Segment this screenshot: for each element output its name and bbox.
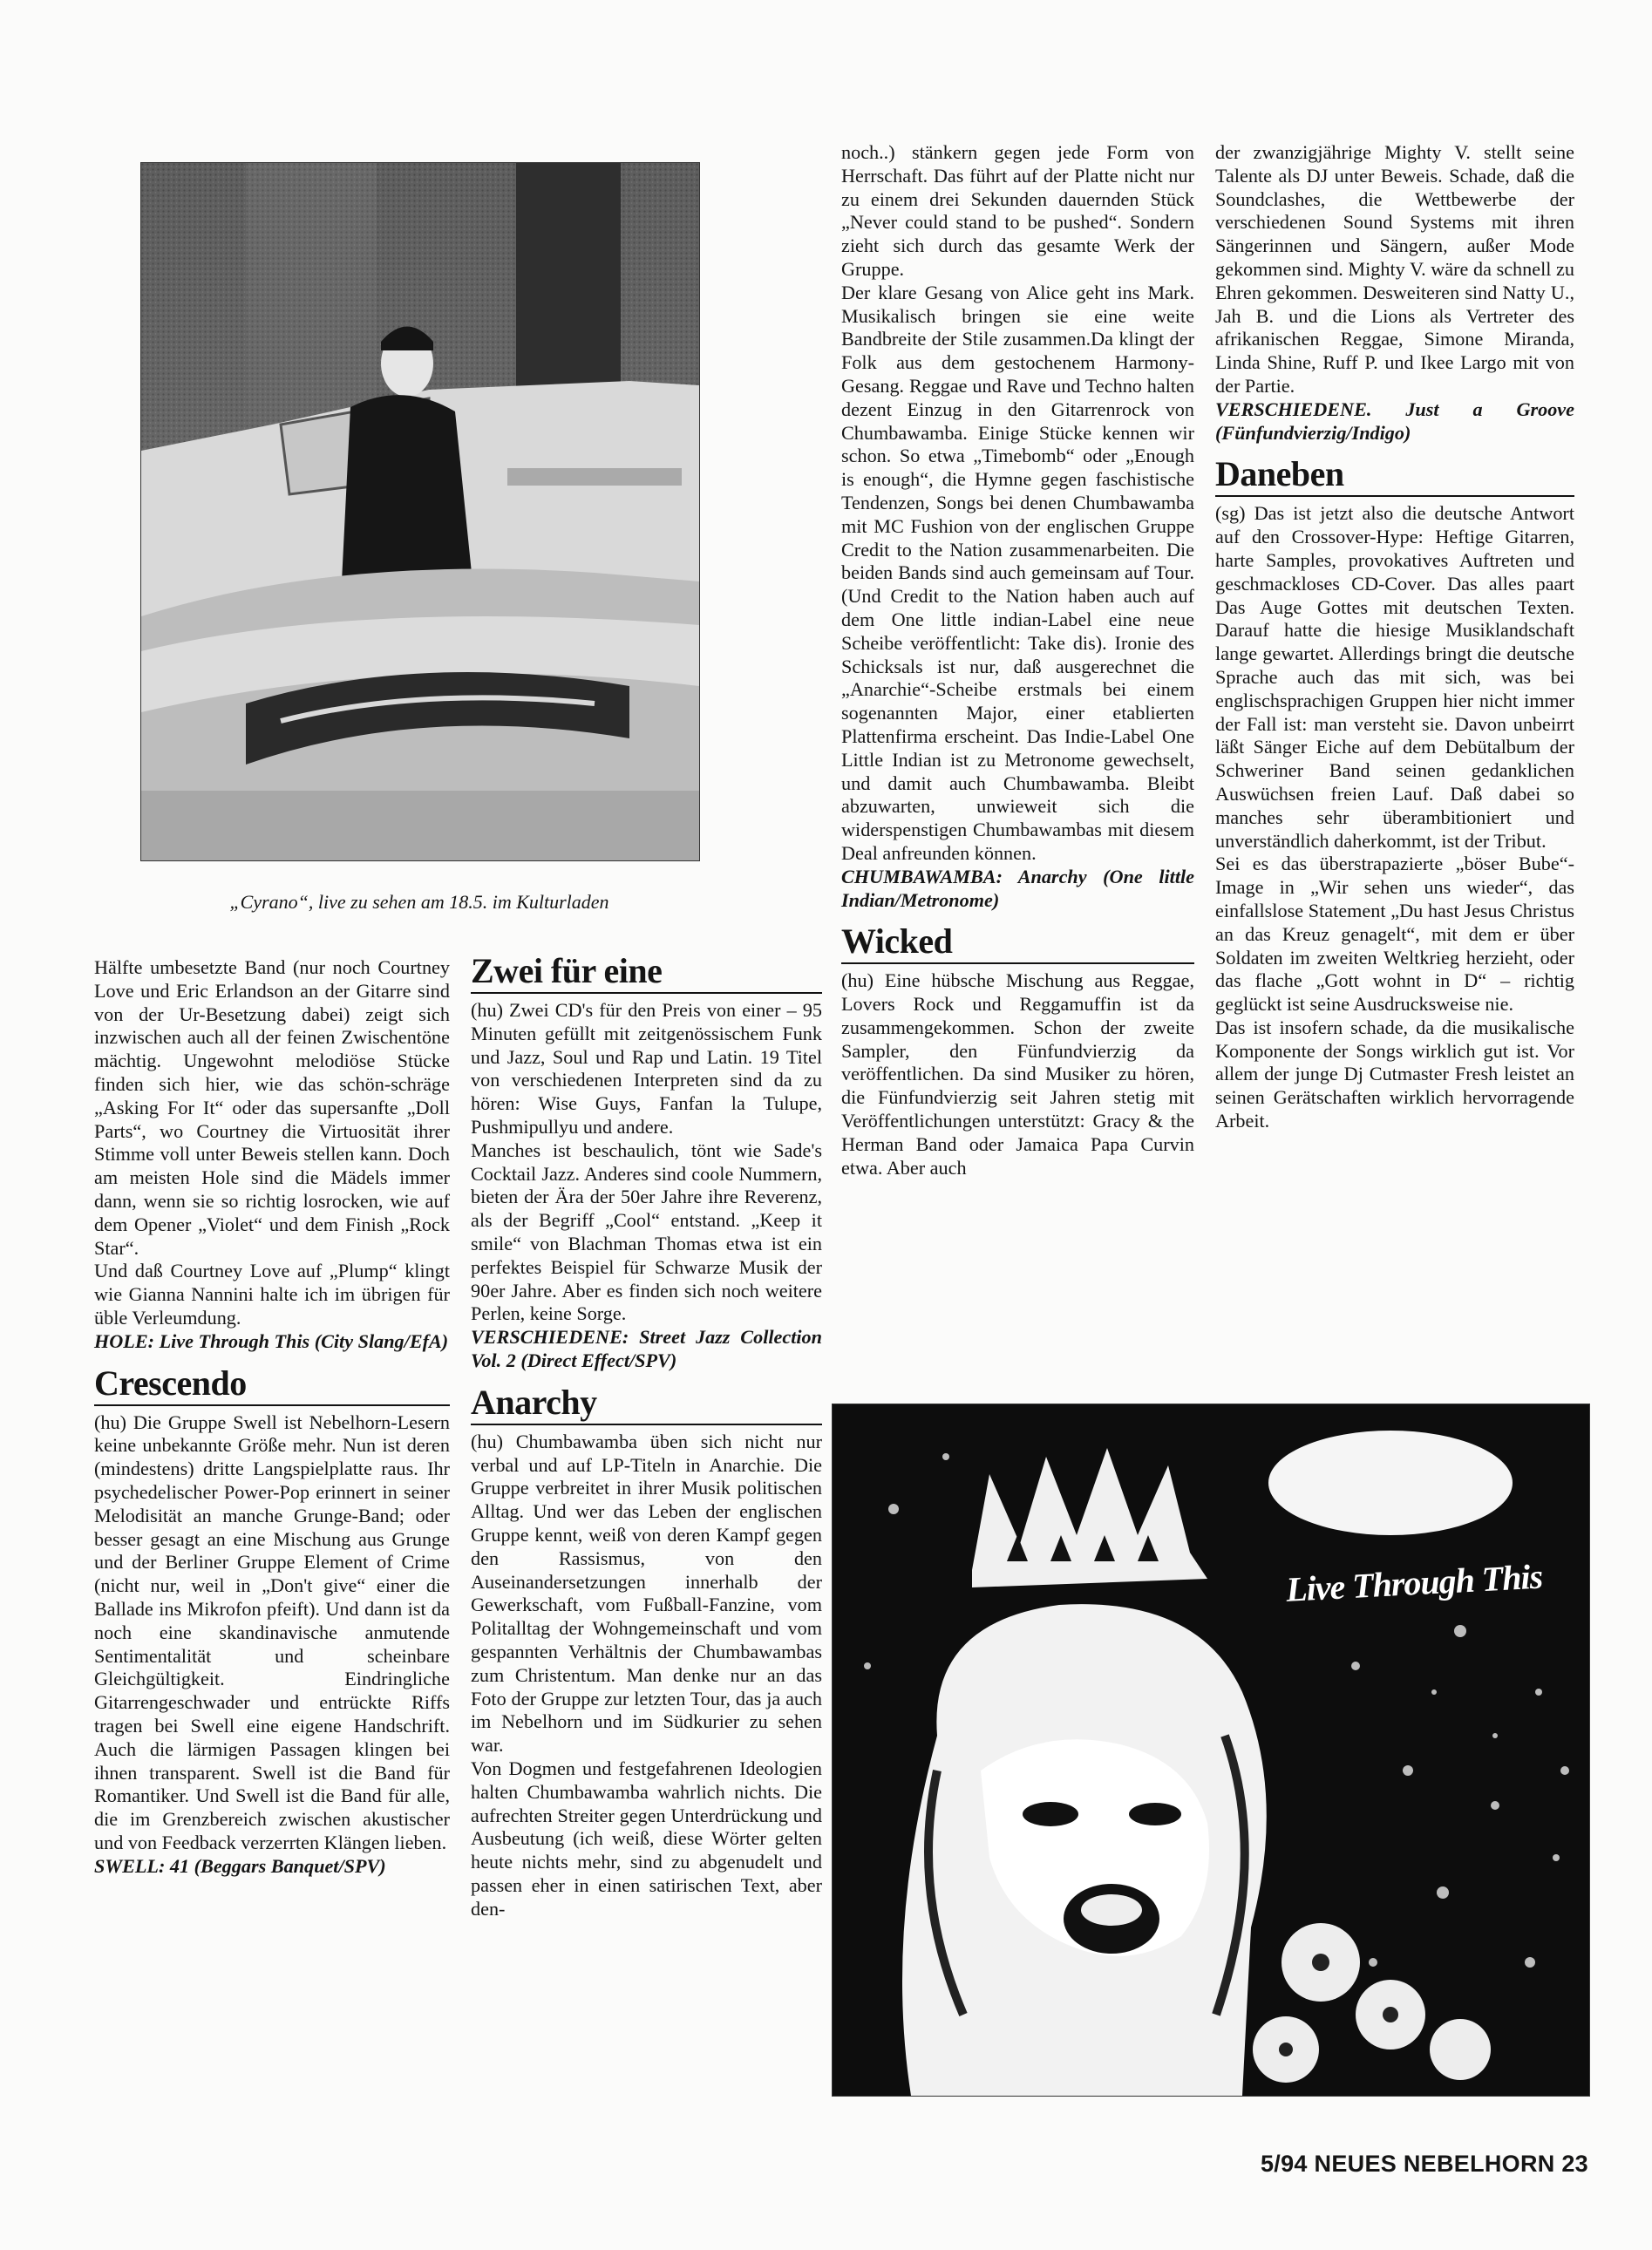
hole-credit: HOLE: Live Through This (City Slang/EfA) bbox=[94, 1329, 449, 1352]
wicked-heading: Wicked bbox=[841, 922, 1194, 964]
page-footer: 5/94 NEUES NEBELHORN 23 bbox=[1260, 2151, 1588, 2177]
anarchy-credit: CHUMBAWAMBA: Anarchy (One little Indian/Metronome) bbox=[841, 865, 1194, 911]
zwei-paragraph-1: (hu) Zwei CD's für den Preis von einer – 95 Minuten gefüllt mit zeitgenössischem Funk und Jazz, Soul und Rap und Latin. 19 Titel von verschiedenen Interpreten sind da zu hören: Wise Guys, Fanfan la Tulupe, Pushmipullyu und andere. bbox=[471, 999, 822, 1138]
column-3 bbox=[841, 141, 1194, 1179]
daneben-paragraph-3: Das ist insofern schade, da die musikalische Komponente der Songs wirklich gut ist. Vor allem der junge Dj Cutmaster Fresh leistet an seinen Gerätschaften wirklich hervorragende Arbeit. bbox=[1215, 1016, 1574, 1132]
zwei-paragraph-2: Manches ist beschaulich, tönt wie Sade's Cocktail Jazz. Anderes sind coole Nummern, bieten der Ära der 50er Jahre ihre Reverenz, als der Begriff „Cool“ entstand. „Keep it smile“ von Blachman Thomas etwa ist ein perfektes Beispiel für Schwarze Musik der 90er Jahre. Aber es finden sich noch weitere Perlen, keine Sorge. bbox=[471, 1139, 822, 1325]
cyrano-photo-graphic bbox=[141, 163, 699, 860]
cyrano-photo bbox=[140, 162, 700, 861]
column-4 bbox=[1215, 141, 1574, 1133]
anarchy-heading: Anarchy bbox=[471, 1383, 822, 1425]
anarchy-cont-paragraph-1: noch..) stänkern gegen jede Form von Herrschaft. Das führt auf der Platte nicht nur zu einem drei Sekunden dauernden Stück „Never could stand to be pushed“. Sondern zieht sich durch das gesamte Werk der Gruppe. bbox=[841, 141, 1194, 280]
anarchy-paragraph-2: Von Dogmen und festgefahrenen Ideologien halten Chumbawamba wahrlich nichts. Die aufrechten Streiter gegen Unterdrückung und Ausbeutung (ich weiß, diese Wörter gelten heute nichts mehr, sind zu abgenudelt und passen eher in einen satirischen Text, aber den- bbox=[471, 1757, 822, 1920]
daneben-paragraph-1: (sg) Das ist jetzt also die deutsche Antwort auf den Crossover-Hype: Heftige Gitarren, harte Samples, provokatives Auftreten und geschmackloses CD-Cover. Das alles paart Das Auge Gottes mit deutschen Texten. Darauf hatte die hiesige Musiklandschaft lange gewartet. Allerdings bringt die deutsche Sprache auch das mit sich, was bei englischsprachigen Gruppen hier nicht immer der Fall ist: man versteht sie. Davon unbeirrt läßt Sänger Eiche auf dem Debütalbum der Schweriner Band seinen gedanklichen Auswüchsen freien Lauf. Daß dabei so manches sehr überambitioniert und unverständlich daherkommt, ist der Tribut. bbox=[1215, 502, 1574, 852]
wicked-paragraph: (hu) Eine hübsche Mischung aus Reggae, Lovers Rock und Reggamuffin ist da zusammengekommen. Schon der zweite Sampler, den Fünfundvierzig da veröffentlichen. Da sind Musiker zu hören, die Fünfundvierzig seit Jahren stetig mit Veröffentlichungen unterstützt: Gracy & the Herman Band oder Jamaica Papa Curvin etwa. Aber auch bbox=[841, 969, 1194, 1179]
crescendo-paragraph: (hu) Die Gruppe Swell ist Nebelhorn-Lesern keine unbekannte Größe mehr. Nun ist deren (mindestens) dritte Langspielplatte raus. Ihr psychedelischer Power-Pop erinnert in seiner Melodisität an manche Grunge-Band; oder besser gesagt an eine Mischung aus Grunge und der Berliner Gruppe Element of Crime (nicht nur, weil in „Don't give“ einer die Ballade ins Mikrofon pfeift). Und dann ist da noch eine skandinavische anmutende Sentimentalität und scheinbare Gleichgültigkeit. Eindringliche Gitarrengeschwader und entrückte Riffs tragen bei Swell eine eigene Handschrift. Auch die lärmigen Passagen klingen bei ihnen transparent. Swell ist die Band für Romantiker. Und Swell ist die Band für alle, die im Grenzbereich zwischen akustischer und von Feedback verzerrten Klängen lieben. bbox=[94, 1410, 450, 1853]
daneben-paragraph-2: Sei es das überstrapazierte „böser Bube“-Image in „Wir sehen uns wieder“, das einfallslose Statement „Du hast Jesus Christus an das Kreuz genagelt“, mit dem er über Soldaten im zweiten Weltkrieg herzieht, oder das flache „Gott wohnt in D“ – richtig geglückt ist seine Ausdrucksweise nie. bbox=[1215, 853, 1574, 1016]
hole-paragraph-2: Und daß Courtney Love auf „Plump“ klingt wie Gianna Nannini halte ich im übrigen für üble Verleumdung. bbox=[94, 1260, 450, 1329]
daneben-heading: Daneben bbox=[1215, 455, 1574, 497]
crescendo-credit: SWELL: 41 (Beggars Banquet/SPV) bbox=[94, 1854, 386, 1877]
album-cover-title: Live Through This bbox=[1285, 1556, 1544, 1609]
anarchy-paragraph-1: (hu) Chumbawamba üben sich nicht nur verbal und auf LP-Titeln in Anarchie. Die Gruppe verbreitet in ihrer Musik politischen Alltag. Und wer das Leben der englischen Gruppe kennt, weiß von deren Kampf gegen den Rassismus, von den Auseinandersetzungen innerhalb der Gewerkschaft, vom Fußball-Fanzine, vom Politalltag der Wohngemeinschaft und vom gespannten Verhältnis der Chumbawambas zum Christentum. Man denke nur an das Foto der Gruppe zur letzten Tour, das ja auch im Nebelhorn und im Südkurier zu sehen war. bbox=[471, 1430, 822, 1757]
wicked-credit: VERSCHIEDENE. Just a Groove (Fünfundvierzig/Indigo) bbox=[1215, 398, 1574, 444]
zwei-credit: VERSCHIEDENE: Street Jazz Collection Vol. 2 (Direct Effect/SPV) bbox=[471, 1326, 822, 1371]
hole-paragraph-1: Hälfte umbesetzte Band (nur noch Courtney Love und Eric Erlandson an der Gitarre sind von der Ur-Besetzung dabei) zeigt sich inzwischen auch all der feinen Zwischentöne mächtig. Ungewohnt melodiöse Stücke finden sich hier, wie das schön-schräge „Asking For It“ oder das supersanfte „Doll Parts“, wo Courtney die Virtuosität ihrer Stimme voll unter Beweis stellen kann. Doch am meisten Hole sind die Mädels immer dann, wenn sie so richtig losrocken, wie auf dem Opener „Violet“ und dem Finish „Rock Star“. bbox=[94, 956, 450, 1259]
anarchy-cont-paragraph-2: Der klare Gesang von Alice geht ins Mark. Musikalisch bringen sie eine weite Bandbreite der Stile zusammen.Da klingt der Folk aus dem gestochenem Harmony-Gesang. Reggae und Rave und Techno halten dezent Einzug in den Gitarrenrock von Chumbawamba. Einige Stücke kennen wir schon. So etwa „Timebomb“ oder „Enough is enough“, die Hymne gegen faschistische Tendenzen, Songs bei denen Chumbawamba mit MC Fushion von der englischen Gruppe Credit to the Nation zusammenarbeiten. Die beiden Bands sind auch gemeinsam auf Tour. (Und Credit to the Nation haben auch auf dem One little indian-Label eine neue Scheibe veröffentlicht: Take dis). Ironie des Schicksals ist nur, daß ausgerechnet die „Anarchie“-Scheibe erstmals bei einem sogenannten Major, einer etablierten Plattenfirma erscheint. Das Indie-Label One Little Indian ist zu Metronome gewechselt, und damit auch Chumbawamba. Bleibt abzuwarten, unwieweit sich die widerspenstigen Chumbawambas mit diesem Deal anfreunden können. bbox=[841, 281, 1194, 864]
hole-album-cover bbox=[832, 1404, 1590, 2097]
column-1 bbox=[94, 956, 450, 1878]
wicked-cont-paragraph: der zwanzigjährige Mighty V. stellt seine Talente als DJ unter Beweis. Schade, daß die Soundclashes, die Wettbewerbe der verschiedenen Sound Systems mit ihren Sängerinnen und Sängern, außer Mode gekommen sind. Mighty V. wäre da schnell zu Ehren gekommen. Desweiteren sind Natty U., Jah B. und die Lions als Vertreter des afrikanischen Reggae, Simone Miranda, Linda Shine, Ruff P. und Ikee Largo mit von der Partie. bbox=[1215, 141, 1574, 397]
album-cover-graphic bbox=[833, 1404, 1589, 2096]
zwei-heading: Zwei für eine bbox=[471, 952, 822, 994]
cyrano-caption: „Cyrano“, live zu sehen am 18.5. im Kulturladen bbox=[229, 891, 609, 913]
crescendo-heading: Crescendo bbox=[94, 1364, 450, 1406]
column-2 bbox=[471, 952, 822, 1920]
